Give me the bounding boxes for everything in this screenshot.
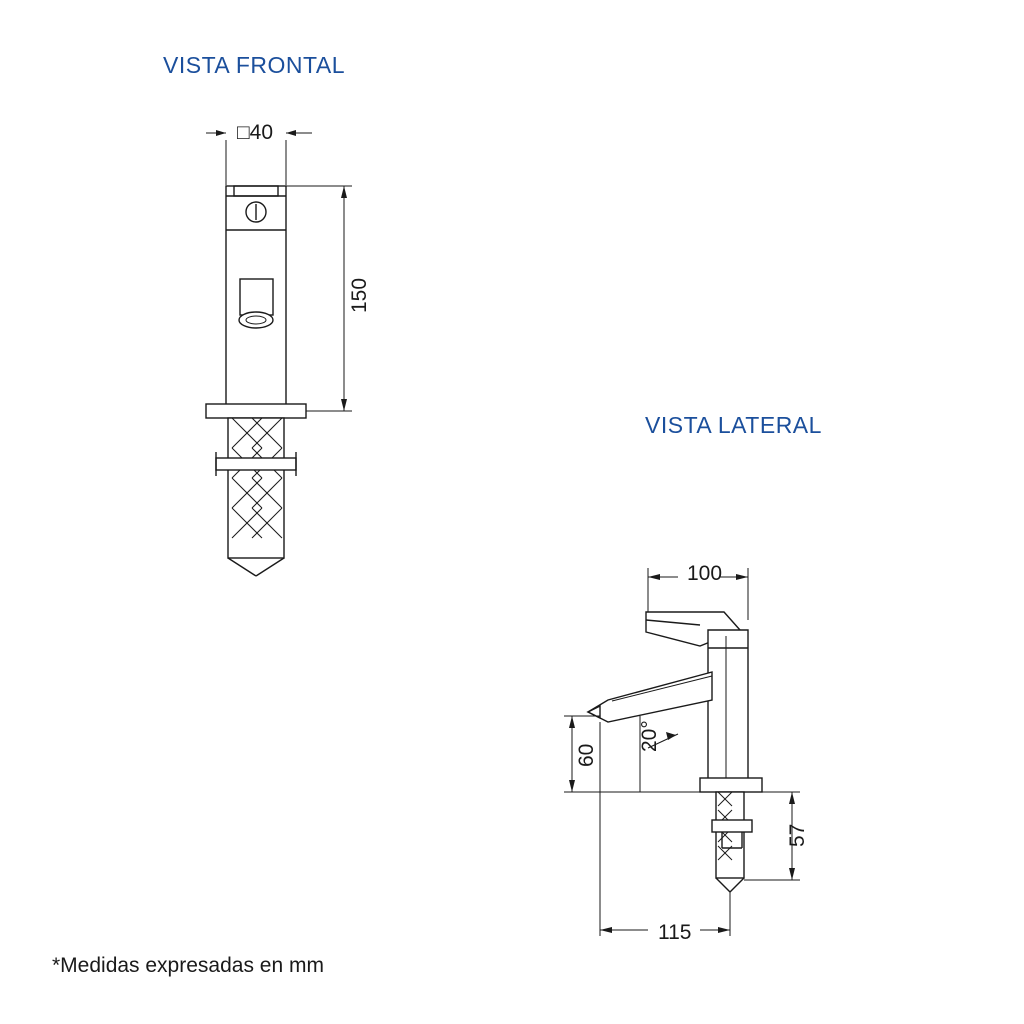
dimension-label-handle-angle: 20°: [638, 720, 661, 752]
dimension-label-height-body: 150: [348, 277, 371, 313]
dimension-label-shank-length: 57: [786, 823, 809, 847]
side-threaded-shank: [716, 792, 744, 892]
dimension-label-spout-reach: 100: [687, 562, 723, 585]
side-shank-length-dimension: [744, 792, 800, 880]
dimension-label-spout-height: 60: [575, 743, 598, 767]
side-angle-leader: [640, 716, 678, 792]
units-note: *Medidas expresadas en mm: [52, 954, 324, 977]
view-title-side: VISTA LATERAL: [645, 412, 822, 438]
front-view-geometry: [206, 130, 352, 576]
view-title-front: VISTA FRONTAL: [163, 52, 346, 78]
side-spout-height-dimension: [564, 716, 700, 792]
front-height-dimension: [286, 186, 352, 411]
dimension-label-width-top: □40: [237, 121, 274, 144]
side-view-geometry: [564, 568, 800, 936]
front-threaded-shank: [228, 418, 284, 576]
dimension-label-overall-depth: 115: [658, 921, 692, 944]
front-width-dimension: [206, 130, 312, 185]
